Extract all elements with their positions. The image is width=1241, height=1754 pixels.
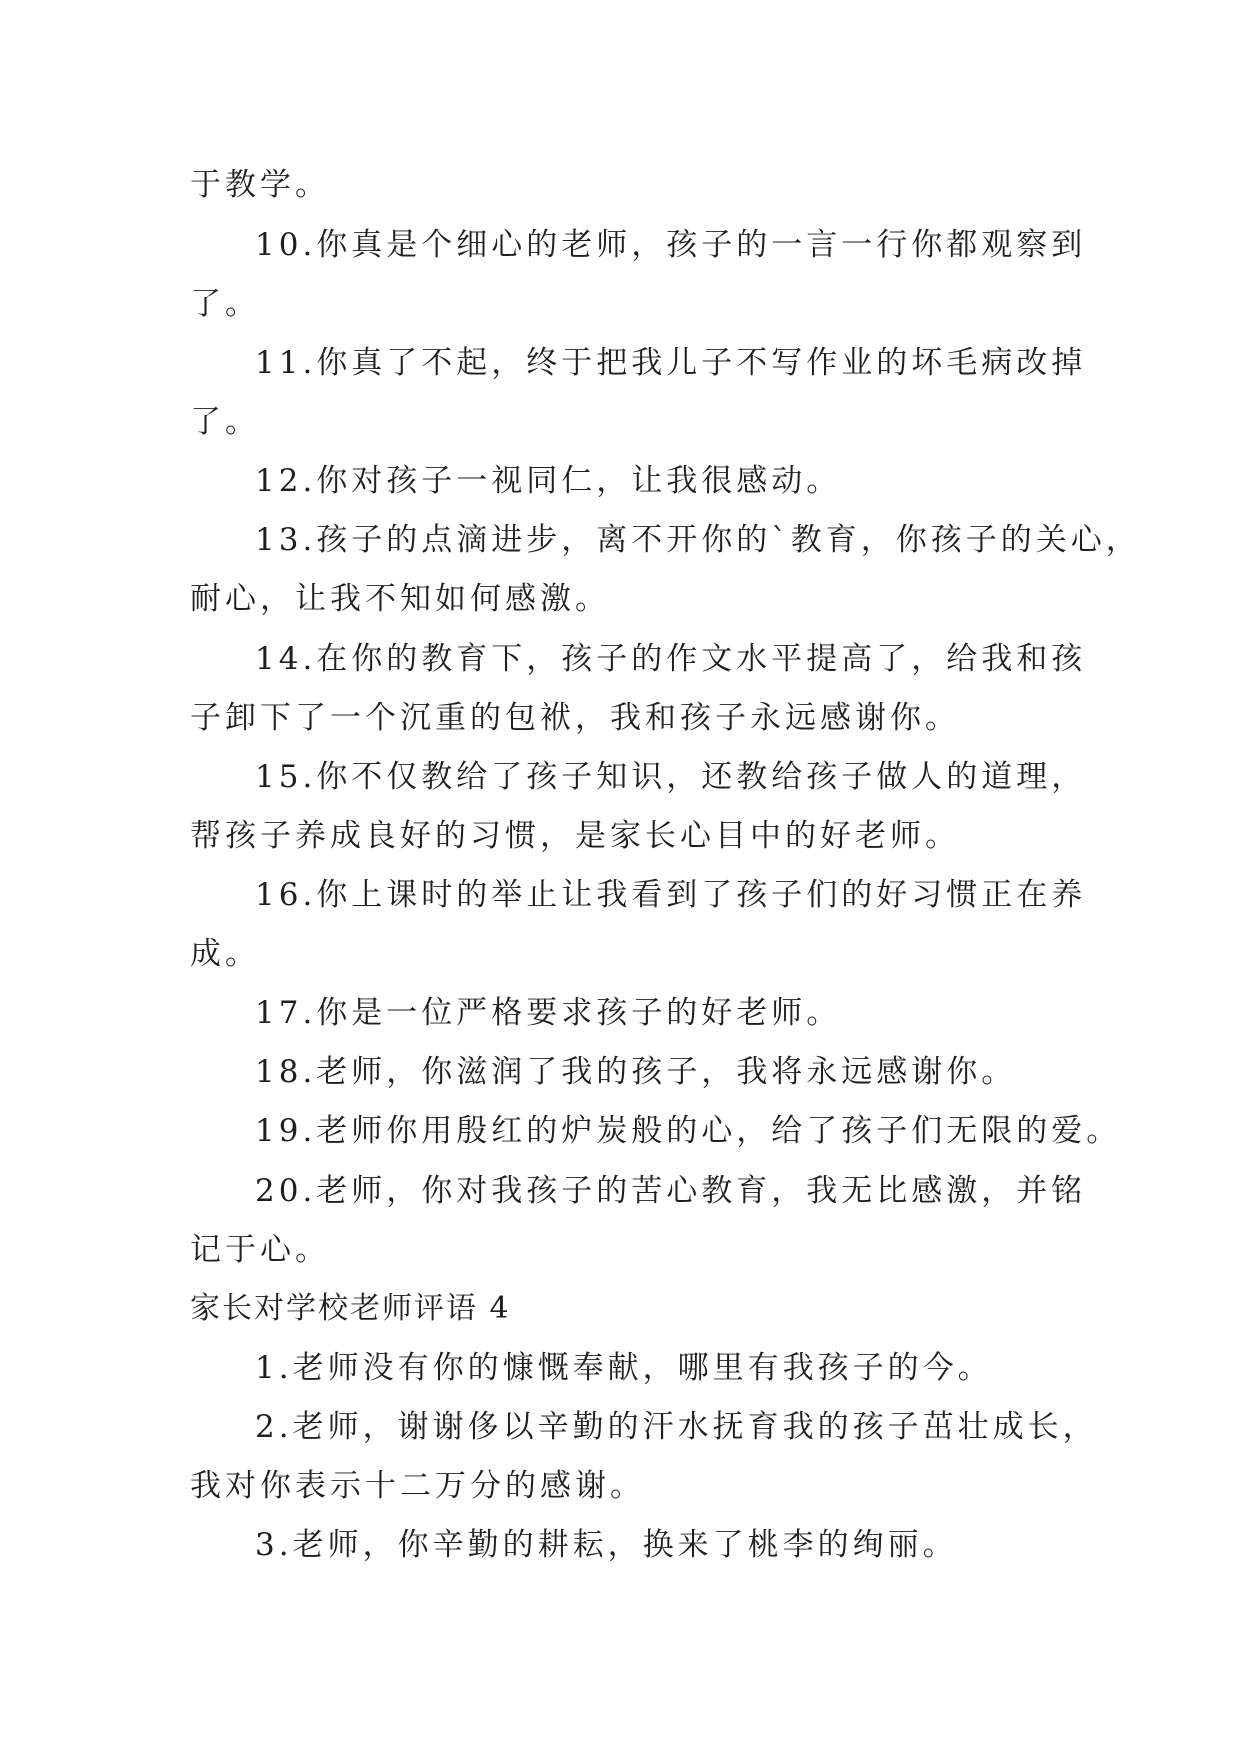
item-10-line-2: 了。 [190, 286, 260, 322]
item-16-line-1: 16.你上课时的举止让我看到了孩子们的好习惯正在养 [255, 877, 1087, 913]
item-13-line-1: 13.孩子的点滴进步，离不开你的`教育，你孩子的关心， [255, 522, 1141, 558]
item-14-line-2: 子卸下了一个沉重的包袱，我和孩子永远感谢你。 [190, 700, 960, 736]
item-12: 12.你对孩子一视同仁，让我很感动。 [255, 463, 842, 499]
item-14-line-1: 14.在你的教育下，孩子的作文水平提高了，给我和孩 [255, 641, 1087, 677]
item-15-line-2: 帮孩子养成良好的习惯，是家长心目中的好老师。 [190, 818, 960, 854]
item-10-line-1: 10.你真是个细心的老师，孩子的一言一行你都观察到 [255, 227, 1087, 263]
item-20-line-2: 记于心。 [190, 1232, 330, 1268]
item-11-line-1: 11.你真了不起，终于把我儿子不写作业的坏毛病改掉 [255, 345, 1087, 381]
item-18: 18.老师，你滋润了我的孩子，我将永远感谢你。 [255, 1054, 1017, 1090]
item-20-line-1: 20.老师，你对我孩子的苦心教育，我无比感激，并铭 [255, 1173, 1087, 1209]
item-13-line-2: 耐心，让我不知如何感激。 [190, 581, 610, 617]
section4-item-1: 1.老师没有你的慷慨奉献，哪里有我孩子的今。 [255, 1350, 993, 1386]
section4-item-2-line-2: 我对你表示十二万分的感谢。 [190, 1468, 645, 1504]
item-11-line-2: 了。 [190, 404, 260, 440]
item-19: 19.老师你用殷红的炉炭般的心，给了孩子们无限的爱。 [255, 1113, 1122, 1149]
item-17: 17.你是一位严格要求孩子的好老师。 [255, 995, 842, 1031]
section4-item-2-line-1: 2.老师，谢谢侈以辛勤的汗水抚育我的孩子茁壮成长， [255, 1409, 1098, 1445]
item-16-line-2: 成。 [190, 936, 260, 972]
item-15-line-1: 15.你不仅教给了孩子知识，还教给孩子做人的道理， [255, 759, 1087, 795]
paragraph-9-continuation: 于教学。 [190, 167, 330, 203]
section4-item-3: 3.老师，你辛勤的耕耘，换来了桃李的绚丽。 [255, 1527, 958, 1563]
section-heading: 家长对学校老师评语 4 [190, 1291, 511, 1326]
